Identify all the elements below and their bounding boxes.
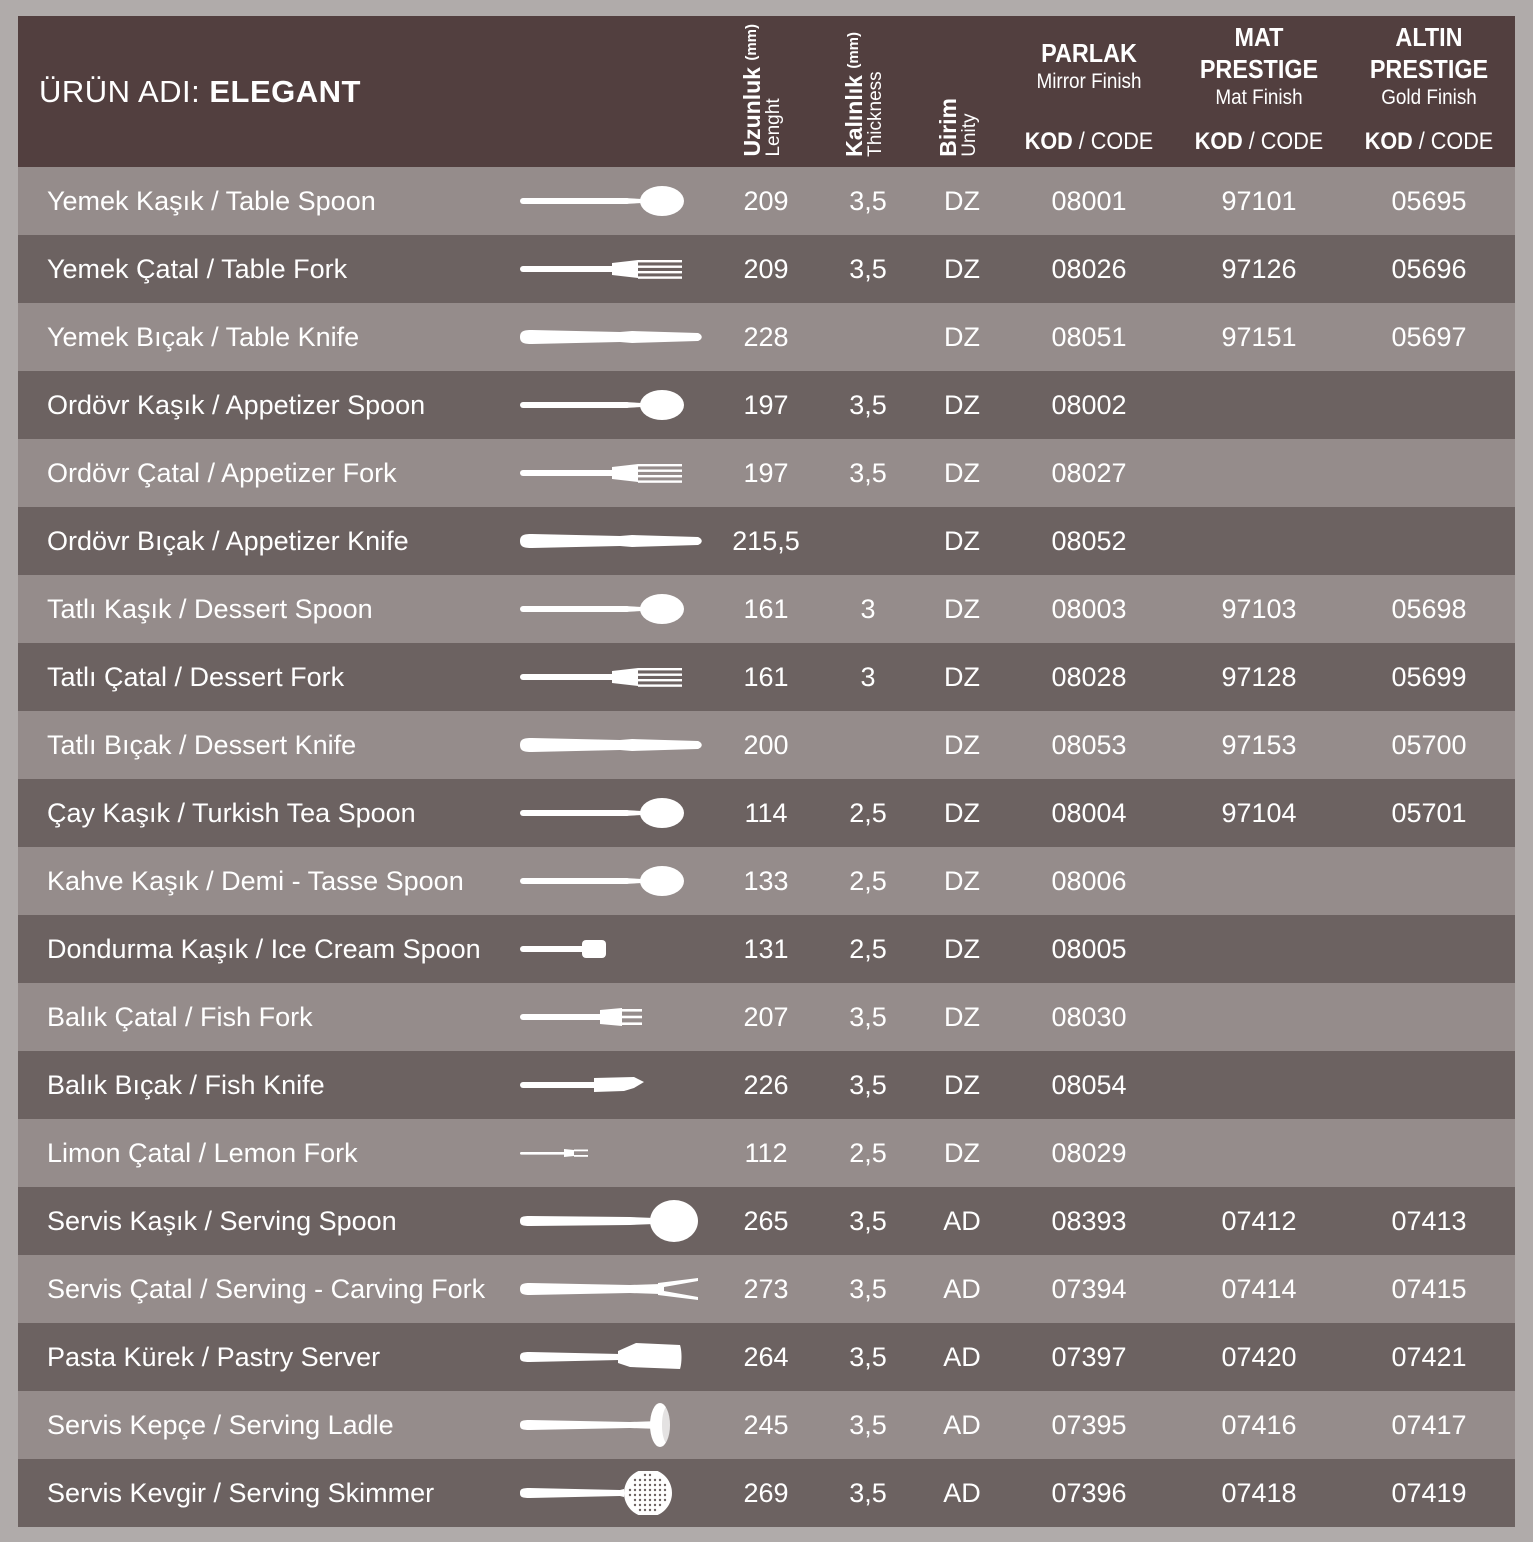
gold-column-header [1353,16,1506,167]
thickness-cell: 3,5 [849,1070,887,1100]
skimmer-icon [520,1471,710,1515]
thickness-header-en: Thickness [865,71,887,157]
mat-code-cell: 97128 [1221,662,1297,692]
gold-code-cell [1344,1051,1514,1119]
unit-cell: DZ [944,458,980,488]
gold-code-cell: 05699 [1391,662,1467,692]
title-prefix: ÜRÜN ADI: [39,74,201,109]
thickness-cell: 3,5 [849,1342,887,1372]
thickness-cell: 2,5 [849,1138,887,1168]
fork-icon [520,655,710,699]
product-name-cell: Tatlı Kaşık / Dessert Spoon [47,594,373,624]
unit-header-en: Unity [959,113,981,157]
thickness-cell: 3,5 [849,1478,887,1508]
parlak-code-cell: 08002 [1051,390,1127,420]
product-name-cell: Servis Kaşık / Serving Spoon [47,1206,397,1236]
thickness-cell: 3 [860,662,876,692]
parlak-code-cell: 08004 [1051,798,1127,828]
mat-code-cell: 07418 [1221,1478,1297,1508]
gold-header-title-2: PRESTIGE [1369,54,1489,84]
parlak-code-cell: 08003 [1051,594,1127,624]
unit-cell: AD [943,1206,981,1236]
table-row [18,507,1515,575]
mat-code-cell [1174,847,1344,915]
gold-code-cell: 07419 [1391,1478,1467,1508]
length-cell: 269 [743,1478,789,1508]
mat-code-cell [1174,439,1344,507]
unit-cell: AD [943,1274,981,1304]
mat-code-cell: 97153 [1221,730,1297,760]
gold-code-cell: 05696 [1391,254,1467,284]
unit-cell: DZ [944,1002,980,1032]
length-cell: 209 [743,186,789,216]
length-cell: 114 [744,798,788,828]
thickness-cell: 3,5 [849,1274,887,1304]
length-cell: 131 [743,934,789,964]
parlak-code-cell: 08052 [1051,526,1127,556]
spoon-icon [520,859,710,903]
mat-code-cell: 97103 [1221,594,1297,624]
product-name-cell: Dondurma Kaşık / Ice Cream Spoon [47,934,481,964]
gold-code-cell: 07415 [1391,1274,1467,1304]
length-cell: 133 [743,866,789,896]
gold-code-cell [1344,915,1514,983]
table-row [18,983,1515,1051]
thickness-cell [818,303,918,371]
table-body [18,167,1515,1527]
parlak-code-cell: 08030 [1051,1002,1127,1032]
unit-cell: DZ [944,186,980,216]
product-name-cell: Ordövr Bıçak / Appetizer Knife [47,526,409,556]
mat-code-cell: 07420 [1221,1342,1297,1372]
spoon-icon [520,587,710,631]
length-cell: 215,5 [732,526,800,556]
unit-cell: AD [943,1342,981,1372]
gold-code-label: / CODE [1418,128,1494,155]
table-row [18,439,1515,507]
length-cell: 228 [743,322,789,352]
gold-code-cell: 05698 [1391,594,1467,624]
product-name-cell: Limon Çatal / Lemon Fork [47,1138,358,1168]
mat-header-title-1: MAT [1234,22,1284,52]
knife-icon [520,519,710,563]
length-cell: 197 [743,458,789,488]
length-cell: 207 [743,1002,789,1032]
parlak-code-cell: 08053 [1051,730,1127,760]
gold-code-cell: 05695 [1391,186,1467,216]
product-name-cell: Tatlı Çatal / Dessert Fork [47,662,345,692]
length-cell: 197 [743,390,789,420]
thickness-cell: 2,5 [849,934,887,964]
parlak-code-cell: 08054 [1051,1070,1127,1100]
product-name-cell: Tatlı Bıçak / Dessert Knife [47,730,357,760]
thickness-cell: 2,5 [849,798,887,828]
table-row [18,1187,1515,1255]
length-cell: 264 [743,1342,789,1372]
parlak-code-cell: 07394 [1051,1274,1127,1304]
gold-header-en: Gold Finish [1381,86,1477,109]
unit-cell: AD [943,1478,981,1508]
parlak-code-cell: 08051 [1051,322,1127,352]
unit-cell: DZ [944,594,980,624]
product-name-cell: Ordövr Kaşık / Appetizer Spoon [47,390,426,420]
thickness-cell [818,711,918,779]
table-row [18,1051,1515,1119]
fish-fork-icon [520,995,710,1039]
mat-column-header [1183,16,1336,167]
table-row [18,711,1515,779]
gold-code-cell [1344,439,1514,507]
table-row [18,1391,1515,1459]
thickness-cell: 3,5 [849,1002,887,1032]
product-name-cell: Balık Çatal / Fish Fork [47,1002,313,1032]
length-header-tr: Uzunluk [739,67,765,157]
length-cell: 265 [743,1206,789,1236]
thickness-cell: 3,5 [849,186,887,216]
mat-code-cell [1174,983,1344,1051]
lemon-fork-icon [520,1131,710,1175]
knife-icon [520,723,710,767]
knife-icon [520,315,710,359]
thickness-cell: 3 [860,594,876,624]
mat-header-en: Mat Finish [1215,86,1303,109]
table-row [18,167,1515,235]
parlak-code-cell: 08005 [1051,934,1127,964]
mat-code-cell: 97104 [1221,798,1297,828]
thickness-cell [818,507,918,575]
parlak-header-title: PARLAK [1041,38,1137,68]
gold-code-cell [1344,847,1514,915]
product-name-cell: Pasta Kürek / Pastry Server [47,1342,381,1372]
length-cell: 161 [743,662,789,692]
parlak-code-cell: 08393 [1051,1206,1127,1236]
thickness-cell: 3,5 [849,1410,887,1440]
thickness-cell: 3,5 [849,390,887,420]
gold-code-cell: 05697 [1391,322,1467,352]
gold-header-title-1: ALTIN [1395,22,1463,52]
length-cell: 112 [744,1138,788,1168]
table-row [18,371,1515,439]
parlak-code-cell: 08027 [1051,458,1127,488]
length-cell: 209 [743,254,789,284]
table-row [18,1323,1515,1391]
product-name-cell: Yemek Çatal / Table Fork [47,254,348,284]
table-row [18,303,1515,371]
unit-cell: DZ [944,526,980,556]
table-row [18,575,1515,643]
product-name-cell: Servis Kevgir / Serving Skimmer [47,1478,435,1508]
thickness-cell: 3,5 [849,254,887,284]
table-row [18,915,1515,983]
parlak-code-cell: 08001 [1051,186,1127,216]
unit-cell: DZ [944,934,980,964]
length-header-unit: (mm) [743,24,760,62]
parlak-code-cell: 08026 [1051,254,1127,284]
gold-code-cell [1344,507,1514,575]
fork-icon [520,451,710,495]
table-header [18,16,1515,167]
gold-code-cell [1344,371,1514,439]
gold-code-cell: 05700 [1391,730,1467,760]
carving-fork-icon [520,1267,710,1311]
gold-code-cell: 05701 [1391,798,1467,828]
length-cell: 245 [743,1410,789,1440]
gold-code-cell [1344,1119,1514,1187]
mat-code-cell [1174,371,1344,439]
ladle-icon [520,1403,710,1447]
parlak-kod-label: KOD [1024,128,1073,155]
table-row [18,643,1515,711]
length-cell: 273 [743,1274,789,1304]
thickness-cell: 3,5 [849,1206,887,1236]
table-row [18,847,1515,915]
gold-code-cell: 07413 [1391,1206,1467,1236]
table-row [18,1119,1515,1187]
product-name-cell: Yemek Bıçak / Table Knife [47,322,360,352]
mat-code-cell: 07412 [1221,1206,1297,1236]
product-name-cell: Servis Çatal / Serving - Carving Fork [47,1274,486,1304]
product-name-cell: Yemek Kaşık / Table Spoon [47,186,376,216]
unit-cell: DZ [944,1138,980,1168]
parlak-code-cell: 07395 [1051,1410,1127,1440]
unit-cell: DZ [944,390,980,420]
unit-cell: DZ [944,730,980,760]
gold-code-cell: 07417 [1391,1410,1467,1440]
parlak-code-cell: 08028 [1051,662,1127,692]
table-row [18,1459,1515,1527]
mat-code-cell: 97101 [1221,186,1297,216]
fish-knife-icon [520,1063,710,1107]
unit-cell: DZ [944,798,980,828]
unit-cell: AD [943,1410,981,1440]
product-name: ELEGANT [209,74,361,109]
parlak-code-cell: 08029 [1051,1138,1127,1168]
length-cell: 161 [743,594,789,624]
parlak-code-label: / CODE [1078,128,1154,155]
product-table [18,16,1515,1527]
mat-code-cell: 97126 [1221,254,1297,284]
mat-code-cell: 07414 [1221,1274,1297,1304]
parlak-header-en: Mirror Finish [1036,70,1142,93]
product-name-cell: Kahve Kaşık / Demi - Tasse Spoon [47,866,464,896]
product-name-cell: Ordövr Çatal / Appetizer Fork [47,458,397,488]
gold-kod-label: KOD [1364,128,1413,155]
unit-header-tr: Birim [935,98,961,157]
mat-code-label: / CODE [1248,128,1324,155]
thickness-cell: 2,5 [849,866,887,896]
length-cell: 200 [743,730,789,760]
serving-spoon-icon [520,1199,710,1243]
fork-icon [520,247,710,291]
spoon-icon [520,791,710,835]
product-name-cell: Balık Bıçak / Fish Knife [47,1070,325,1100]
ice-cream-spoon-icon [520,927,710,971]
mat-code-cell [1174,915,1344,983]
spoon-icon [520,383,710,427]
table-row [18,779,1515,847]
length-cell: 226 [743,1070,789,1100]
mat-kod-label: KOD [1194,128,1243,155]
length-header-en: Lenght [763,98,785,157]
table-row [18,235,1515,303]
thickness-header-tr: Kalınlık [841,75,867,157]
parlak-code-cell: 07396 [1051,1478,1127,1508]
pastry-server-icon [520,1335,710,1379]
unit-cell: DZ [944,254,980,284]
mat-header-title-2: PRESTIGE [1199,54,1319,84]
parlak-code-cell: 07397 [1051,1342,1127,1372]
mat-code-cell [1174,1051,1344,1119]
gold-code-cell [1344,983,1514,1051]
mat-code-cell [1174,1119,1344,1187]
unit-cell: DZ [944,1070,980,1100]
thickness-cell: 3,5 [849,458,887,488]
unit-cell: DZ [944,322,980,352]
spoon-icon [520,179,710,223]
thickness-header-unit: (mm) [845,32,862,69]
product-title [39,74,361,110]
parlak-code-cell: 08006 [1051,866,1127,896]
unit-cell: DZ [944,866,980,896]
unit-cell: DZ [944,662,980,692]
mat-code-cell [1174,507,1344,575]
parlak-column-header [1013,16,1166,167]
product-name-cell: Çay Kaşık / Turkish Tea Spoon [47,798,416,828]
product-name-cell: Servis Kepçe / Serving Ladle [47,1410,394,1440]
length-column-header [740,24,784,157]
mat-code-cell: 97151 [1221,322,1297,352]
table-row [18,1255,1515,1323]
unit-column-header [936,98,980,157]
mat-code-cell: 07416 [1221,1410,1297,1440]
gold-code-cell: 07421 [1391,1342,1467,1372]
thickness-column-header [842,32,886,157]
